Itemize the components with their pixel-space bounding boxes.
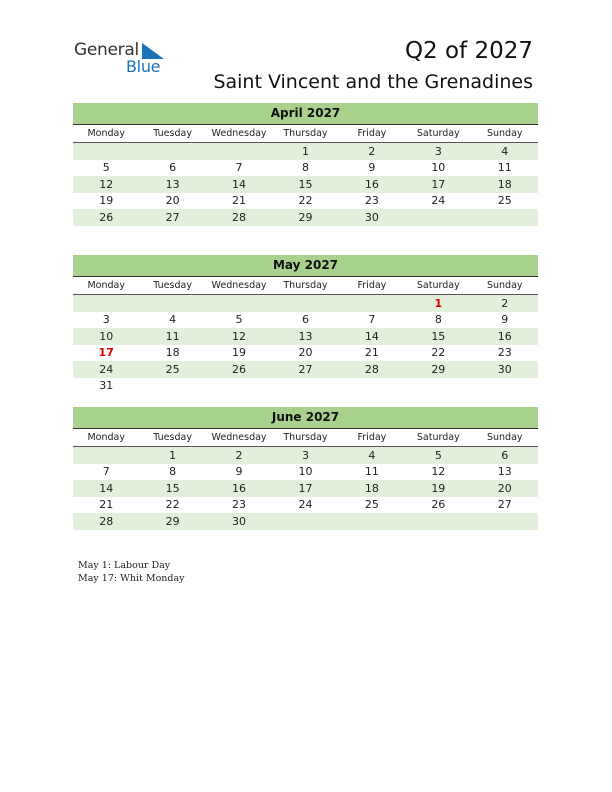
day-cell: 9 — [368, 161, 376, 175]
empty-day-cell — [472, 513, 538, 530]
weekday-header: Monday — [73, 277, 139, 295]
day-cell: 31 — [99, 379, 114, 393]
day-cell: 18 — [339, 480, 405, 497]
logo-word-blue: Blue — [126, 57, 161, 76]
day-cell: 4 — [339, 447, 405, 464]
month-april — [73, 103, 538, 226]
day-cell: 17 — [405, 176, 471, 193]
empty-day-cell — [139, 378, 205, 395]
week-row — [73, 464, 538, 481]
day-cell: 21 — [99, 498, 114, 512]
day-cell: 6 — [169, 161, 177, 175]
day-cell: 12 — [206, 328, 272, 345]
empty-day-cell — [73, 143, 139, 160]
empty-day-cell — [139, 143, 205, 160]
weekday-header: Saturday — [405, 277, 471, 295]
empty-day-cell — [272, 295, 338, 312]
month-may — [73, 255, 538, 394]
day-cell: 30 — [206, 513, 272, 530]
week-row — [73, 447, 538, 464]
weekday-header: Monday — [73, 125, 139, 143]
week-row — [73, 176, 538, 193]
day-cell: 10 — [73, 328, 139, 345]
day-cell: 29 — [405, 361, 471, 378]
weekday-header: Thursday — [272, 277, 338, 295]
calendar-grid — [73, 125, 538, 226]
month-june — [73, 407, 538, 530]
day-cell: 25 — [364, 498, 379, 512]
empty-day-cell — [272, 513, 338, 530]
day-cell: 24 — [298, 498, 313, 512]
weekday-header: Monday — [73, 429, 139, 447]
day-cell: 12 — [431, 465, 446, 479]
day-cell: 24 — [73, 361, 139, 378]
day-cell: 4 — [169, 313, 177, 327]
day-cell: 16 — [472, 328, 538, 345]
weekday-header: Sunday — [472, 277, 538, 295]
day-cell: 27 — [272, 361, 338, 378]
week-row — [73, 480, 538, 497]
day-cell: 10 — [431, 161, 446, 175]
day-cell: 28 — [339, 361, 405, 378]
day-cell: 6 — [301, 313, 309, 327]
day-cell: 2 — [206, 447, 272, 464]
day-cell: 9 — [501, 313, 509, 327]
day-cell: 9 — [235, 465, 243, 479]
day-cell: 19 — [99, 194, 114, 208]
day-cell: 16 — [206, 480, 272, 497]
day-cell: 14 — [206, 176, 272, 193]
week-row — [73, 160, 538, 177]
day-cell: 23 — [364, 194, 379, 208]
empty-day-cell — [272, 378, 338, 395]
logo-word-general: General — [74, 40, 139, 60]
day-cell: 22 — [165, 498, 180, 512]
weekday-header: Sunday — [472, 429, 538, 447]
weekday-header: Wednesday — [206, 429, 272, 447]
empty-day-cell — [405, 378, 471, 395]
day-cell: 26 — [206, 361, 272, 378]
day-cell: 15 — [272, 176, 338, 193]
day-cell: 22 — [298, 194, 313, 208]
weekday-header: Friday — [339, 429, 405, 447]
day-cell: 7 — [368, 313, 376, 327]
empty-day-cell — [339, 295, 405, 312]
weekday-header: Friday — [339, 277, 405, 295]
day-cell: 2 — [472, 295, 538, 312]
day-cell: 7 — [235, 161, 243, 175]
day-cell: 11 — [497, 161, 512, 175]
day-cell: 20 — [165, 194, 180, 208]
empty-day-cell — [339, 513, 405, 530]
day-cell: 8 — [434, 313, 442, 327]
day-cell: 18 — [472, 176, 538, 193]
day-cell: 14 — [73, 480, 139, 497]
empty-day-cell — [73, 447, 139, 464]
day-cell: 5 — [405, 447, 471, 464]
month-header: May 2027 — [73, 255, 538, 277]
day-cell: 29 — [272, 209, 338, 226]
week-row — [73, 361, 538, 378]
day-cell: 5 — [235, 313, 243, 327]
day-cell: 23 — [497, 346, 512, 360]
week-row — [73, 193, 538, 210]
page-subtitle: Saint Vincent and the Grenadines — [213, 71, 533, 93]
day-cell: 1 — [139, 447, 205, 464]
week-row — [73, 497, 538, 514]
day-cell: 10 — [298, 465, 313, 479]
day-cell: 8 — [169, 465, 177, 479]
day-cell: 30 — [339, 209, 405, 226]
week-row — [73, 209, 538, 226]
month-header: April 2027 — [73, 103, 538, 125]
day-cell: 29 — [139, 513, 205, 530]
day-cell: 26 — [431, 498, 446, 512]
day-cell: 4 — [472, 143, 538, 160]
week-row — [73, 143, 538, 160]
day-cell: 18 — [165, 346, 180, 360]
day-cell: 14 — [339, 328, 405, 345]
day-cell: 21 — [232, 194, 247, 208]
day-cell: 13 — [272, 328, 338, 345]
holiday-note: May 17: Whit Monday — [78, 573, 185, 584]
week-row — [73, 328, 538, 345]
weekday-header: Sunday — [472, 125, 538, 143]
day-cell: 13 — [497, 465, 512, 479]
weekday-header: Wednesday — [206, 277, 272, 295]
day-cell: 6 — [472, 447, 538, 464]
week-row — [73, 295, 538, 312]
day-cell: 11 — [364, 465, 379, 479]
empty-day-cell — [472, 378, 538, 395]
week-row — [73, 345, 538, 362]
day-cell: 3 — [102, 313, 110, 327]
day-cell: 20 — [298, 346, 313, 360]
day-cell: 25 — [497, 194, 512, 208]
calendar-grid — [73, 277, 538, 394]
month-header: June 2027 — [73, 407, 538, 429]
day-cell: 30 — [472, 361, 538, 378]
day-cell: 24 — [431, 194, 446, 208]
day-cell: 5 — [102, 161, 110, 175]
empty-day-cell — [73, 295, 139, 312]
week-row — [73, 378, 538, 395]
page-title: Q2 of 2027 — [404, 38, 533, 64]
generalblue-logo — [74, 40, 174, 80]
weekday-header: Tuesday — [139, 429, 205, 447]
weekday-header: Thursday — [272, 429, 338, 447]
day-cell: 26 — [73, 209, 139, 226]
day-cell: 7 — [102, 465, 110, 479]
empty-day-cell — [405, 513, 471, 530]
week-row — [73, 513, 538, 530]
day-cell: 27 — [139, 209, 205, 226]
day-cell: 25 — [139, 361, 205, 378]
day-cell: 12 — [73, 176, 139, 193]
empty-day-cell — [206, 295, 272, 312]
day-cell: 2 — [339, 143, 405, 160]
day-cell: 17 — [98, 346, 114, 360]
day-cell: 16 — [339, 176, 405, 193]
weekday-header: Saturday — [405, 429, 471, 447]
day-cell: 15 — [139, 480, 205, 497]
calendar-grid — [73, 429, 538, 530]
empty-day-cell — [206, 143, 272, 160]
holiday-note: May 1: Labour Day — [78, 560, 171, 571]
day-cell: 23 — [232, 498, 247, 512]
day-cell: 19 — [232, 346, 247, 360]
day-cell: 28 — [73, 513, 139, 530]
empty-day-cell — [405, 209, 471, 226]
day-cell: 21 — [364, 346, 379, 360]
day-cell: 11 — [139, 328, 205, 345]
weekday-header: Tuesday — [139, 125, 205, 143]
weekday-header: Tuesday — [139, 277, 205, 295]
holiday-notes — [78, 560, 185, 586]
weekday-header: Friday — [339, 125, 405, 143]
day-cell: 1 — [272, 143, 338, 160]
day-cell: 22 — [431, 346, 446, 360]
weekday-header: Wednesday — [206, 125, 272, 143]
empty-day-cell — [139, 295, 205, 312]
day-cell: 8 — [301, 161, 309, 175]
day-cell: 3 — [405, 143, 471, 160]
empty-day-cell — [206, 378, 272, 395]
empty-day-cell — [472, 209, 538, 226]
day-cell: 17 — [272, 480, 338, 497]
day-cell: 27 — [497, 498, 512, 512]
day-cell: 1 — [405, 295, 471, 312]
weekday-header: Thursday — [272, 125, 338, 143]
day-cell: 19 — [405, 480, 471, 497]
day-cell: 15 — [405, 328, 471, 345]
day-cell: 13 — [139, 176, 205, 193]
day-cell: 28 — [206, 209, 272, 226]
day-cell: 3 — [272, 447, 338, 464]
weekday-header: Saturday — [405, 125, 471, 143]
week-row — [73, 312, 538, 329]
empty-day-cell — [339, 378, 405, 395]
day-cell: 20 — [472, 480, 538, 497]
